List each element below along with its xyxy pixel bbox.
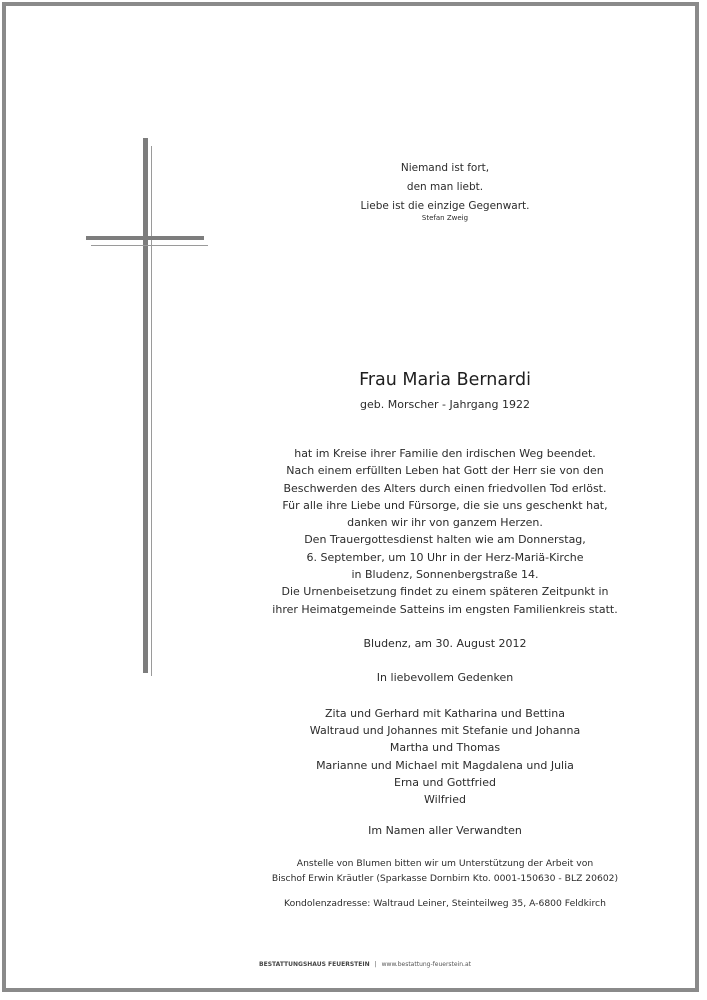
condolence-address: Kondolenzadresse: Waltraud Leiner, Steinteilweg 35, A-6800 Feldkirch	[284, 898, 606, 909]
family-line: Martha und Thomas	[389, 741, 501, 755]
announcement-line: Beschwerden des Alters durch einen friedvollen Tod erlöst.	[283, 481, 607, 495]
quote-line: Liebe ist die einzige Gegenwart.	[360, 200, 530, 212]
quote	[330, 159, 560, 216]
deceased-name: Frau Maria Bernardi	[359, 370, 531, 390]
cross-vertical-shadow	[151, 146, 152, 676]
family-list	[280, 705, 610, 808]
family-line: Zita und Gerhard mit Katharina und Bettina	[325, 707, 565, 720]
announcement-line: ihrer Heimatgemeinde Satteins im engsten Familienkreis statt.	[272, 602, 618, 616]
quote-line: Niemand ist fort,	[400, 162, 490, 174]
announcement-line: hat im Kreise ihrer Familie den irdischen Weg beendet.	[294, 447, 596, 460]
announcement-line: Die Urnenbeisetzung findet zu einem späteren Zeitpunkt in	[281, 585, 609, 599]
announcement-line: 6. September, um 10 Uhr in der Herz-Mariä-Kirche	[306, 550, 584, 564]
memory-line: In liebevollem Gedenken	[376, 671, 514, 684]
announcement-line: danken wir ihr von ganzem Herzen.	[347, 516, 543, 530]
cross-horizontal-shadow	[91, 245, 208, 246]
cross-horizontal-bar	[86, 236, 204, 240]
donation-note	[255, 856, 635, 886]
footer	[200, 961, 530, 968]
donation-line: Anstelle von Blumen bitten wir um Unterstützung der Arbeit von	[296, 858, 594, 869]
quote-line: den man liebt.	[406, 181, 484, 193]
cross-vertical-bar	[143, 138, 148, 673]
footer-separator: |	[374, 961, 377, 968]
footer-company: BESTATTUNGSHAUS FEUERSTEIN	[259, 961, 370, 968]
place-date: Bludenz, am 30. August 2012	[363, 637, 527, 650]
announcement-line: Nach einem erfüllten Leben hat Gott der Herr sie von den	[286, 464, 604, 478]
quote-author: Stefan Zweig	[421, 214, 469, 222]
donation-line: Bischof Erwin Kräutler (Sparkasse Dornbirn Kto. 0001-150630 - BLZ 20602)	[271, 873, 619, 884]
announcement-line: Für alle ihre Liebe und Fürsorge, die sie uns geschenkt hat,	[282, 498, 608, 512]
deceased-birth-info: geb. Morscher - Jahrgang 1922	[360, 398, 530, 411]
family-line: Waltraud und Johannes mit Stefanie und Johanna	[309, 724, 581, 738]
family-line: Erna und Gottfried	[394, 775, 496, 789]
family-line: Marianne und Michael mit Magdalena und Julia	[316, 758, 574, 772]
announcement-line: in Bludenz, Sonnenbergstraße 14.	[351, 568, 539, 582]
family-line: Wilfried	[424, 793, 466, 807]
relatives-line: Im Namen aller Verwandten	[368, 824, 522, 837]
footer-website-link[interactable]: www.bestattung-feuerstein.at	[381, 961, 471, 968]
announcement-text	[255, 445, 635, 618]
announcement-line: Den Trauergottesdienst halten wie am Donnerstag,	[304, 533, 586, 547]
